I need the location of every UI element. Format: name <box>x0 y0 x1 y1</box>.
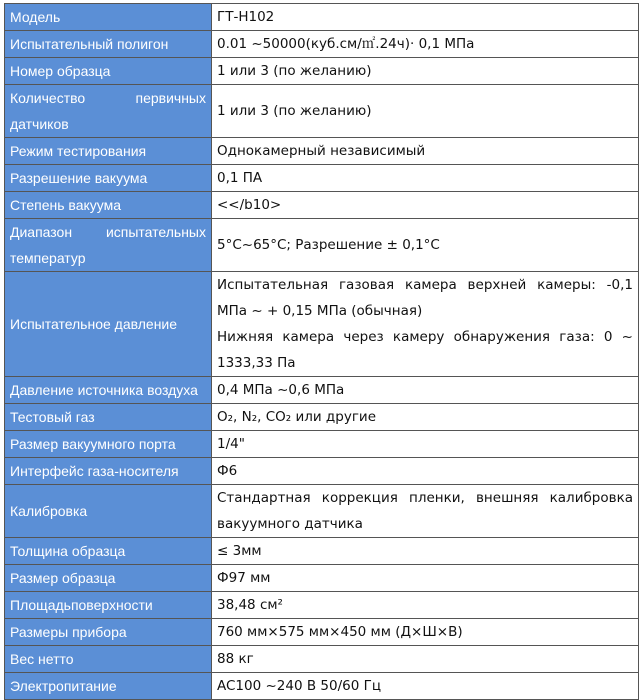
spec-label-test-range: Испытательный полигон <box>5 31 212 58</box>
table-row <box>5 565 639 592</box>
spec-label-sample-size: Размер образца <box>5 565 212 592</box>
table-row <box>5 646 639 673</box>
table-row <box>5 31 639 58</box>
table-row <box>5 377 639 404</box>
table-row <box>5 458 639 485</box>
spec-value-sample-size: Ф97 мм <box>212 565 639 592</box>
spec-label-surface-area: Площадьповерхности <box>5 592 212 619</box>
spec-value-carrier-gas-interface: Ф6 <box>212 458 639 485</box>
spec-label-net-weight: Вес нетто <box>5 646 212 673</box>
spec-label-primary-sensors: Количество первичных датчиков <box>5 85 212 138</box>
spec-value-vacuum-degree: <</b10> <box>212 192 639 219</box>
table-row <box>5 619 639 646</box>
table-row <box>5 592 639 619</box>
table-row <box>5 485 639 538</box>
spec-value-surface-area: 38,48 см² <box>212 592 639 619</box>
spec-value-sample-number: 1 или 3 (по желанию) <box>212 58 639 85</box>
table-row <box>5 165 639 192</box>
spec-label-air-source-pressure: Давление источника воздуха <box>5 377 212 404</box>
spec-label-test-gas: Тестовый газ <box>5 404 212 431</box>
table-row <box>5 404 639 431</box>
spec-value-net-weight: 88 кг <box>212 646 639 673</box>
spec-label-carrier-gas-interface: Интерфейс газа-носителя <box>5 458 212 485</box>
table-row <box>5 431 639 458</box>
spec-value-power-supply: AC100 ~240 В 50/60 Гц <box>212 673 639 700</box>
spec-label-vacuum-degree: Степень вакуума <box>5 192 212 219</box>
spec-value-temperature-range: 5°C~65°C; Разрешение ± 0,1°C <box>212 219 639 272</box>
spec-value-air-source-pressure: 0,4 МПа ~0,6 МПа <box>212 377 639 404</box>
table-row <box>5 4 639 31</box>
spec-label-vacuum-port-size: Размер вакуумного порта <box>5 431 212 458</box>
table-row <box>5 58 639 85</box>
spec-value-test-range: 0.01 ~50000(куб.см/㎡.24ч)· 0,1 МПа <box>212 31 639 58</box>
table-row <box>5 538 639 565</box>
spec-label-instrument-dimensions: Размеры прибора <box>5 619 212 646</box>
spec-label-power-supply: Электропитание <box>5 673 212 700</box>
spec-label-vacuum-resolution: Разрешение вакуума <box>5 165 212 192</box>
spec-value-primary-sensors: 1 или 3 (по желанию) <box>212 85 639 138</box>
spec-value-sample-thickness: ≤ 3мм <box>212 538 639 565</box>
spec-table <box>4 3 639 700</box>
spec-value-vacuum-port-size: 1/4" <box>212 431 639 458</box>
spec-label-test-mode: Режим тестирования <box>5 138 212 165</box>
spec-value-test-mode: Однокамерный независимый <box>212 138 639 165</box>
table-row <box>5 673 639 700</box>
spec-value-vacuum-resolution: 0,1 ПА <box>212 165 639 192</box>
table-row <box>5 138 639 165</box>
spec-value-test-gas: O₂, N₂, CO₂ или другие <box>212 404 639 431</box>
spec-label-test-pressure: Испытательное давление <box>5 272 212 377</box>
table-row <box>5 219 639 272</box>
spec-value-test-pressure-upper: Испытательная газовая камера верхней камеры: -0,1 МПа ~ + 0,15 МПа (обычная) <box>217 277 633 319</box>
spec-value-model: ГТ-Н102 <box>212 4 639 31</box>
table-row <box>5 85 639 138</box>
spec-label-calibration: Калибровка <box>5 485 212 538</box>
spec-value-calibration: Стандартная коррекция пленки, внешняя калибровка вакуумного датчика <box>212 485 639 538</box>
spec-value-test-pressure <box>212 272 639 377</box>
spec-label-temperature-range: Диапазон испытательных температур <box>5 219 212 272</box>
table-row <box>5 272 639 377</box>
table-row <box>5 192 639 219</box>
spec-value-instrument-dimensions: 760 мм×575 мм×450 мм (Д×Ш×В) <box>212 619 639 646</box>
spec-value-test-pressure-lower: Нижняя камера через камеру обнаружения газа: 0 ~ 1333,33 Па <box>217 329 633 371</box>
spec-label-model: Модель <box>5 4 212 31</box>
spec-label-sample-thickness: Толщина образца <box>5 538 212 565</box>
spec-label-sample-number: Номер образца <box>5 58 212 85</box>
